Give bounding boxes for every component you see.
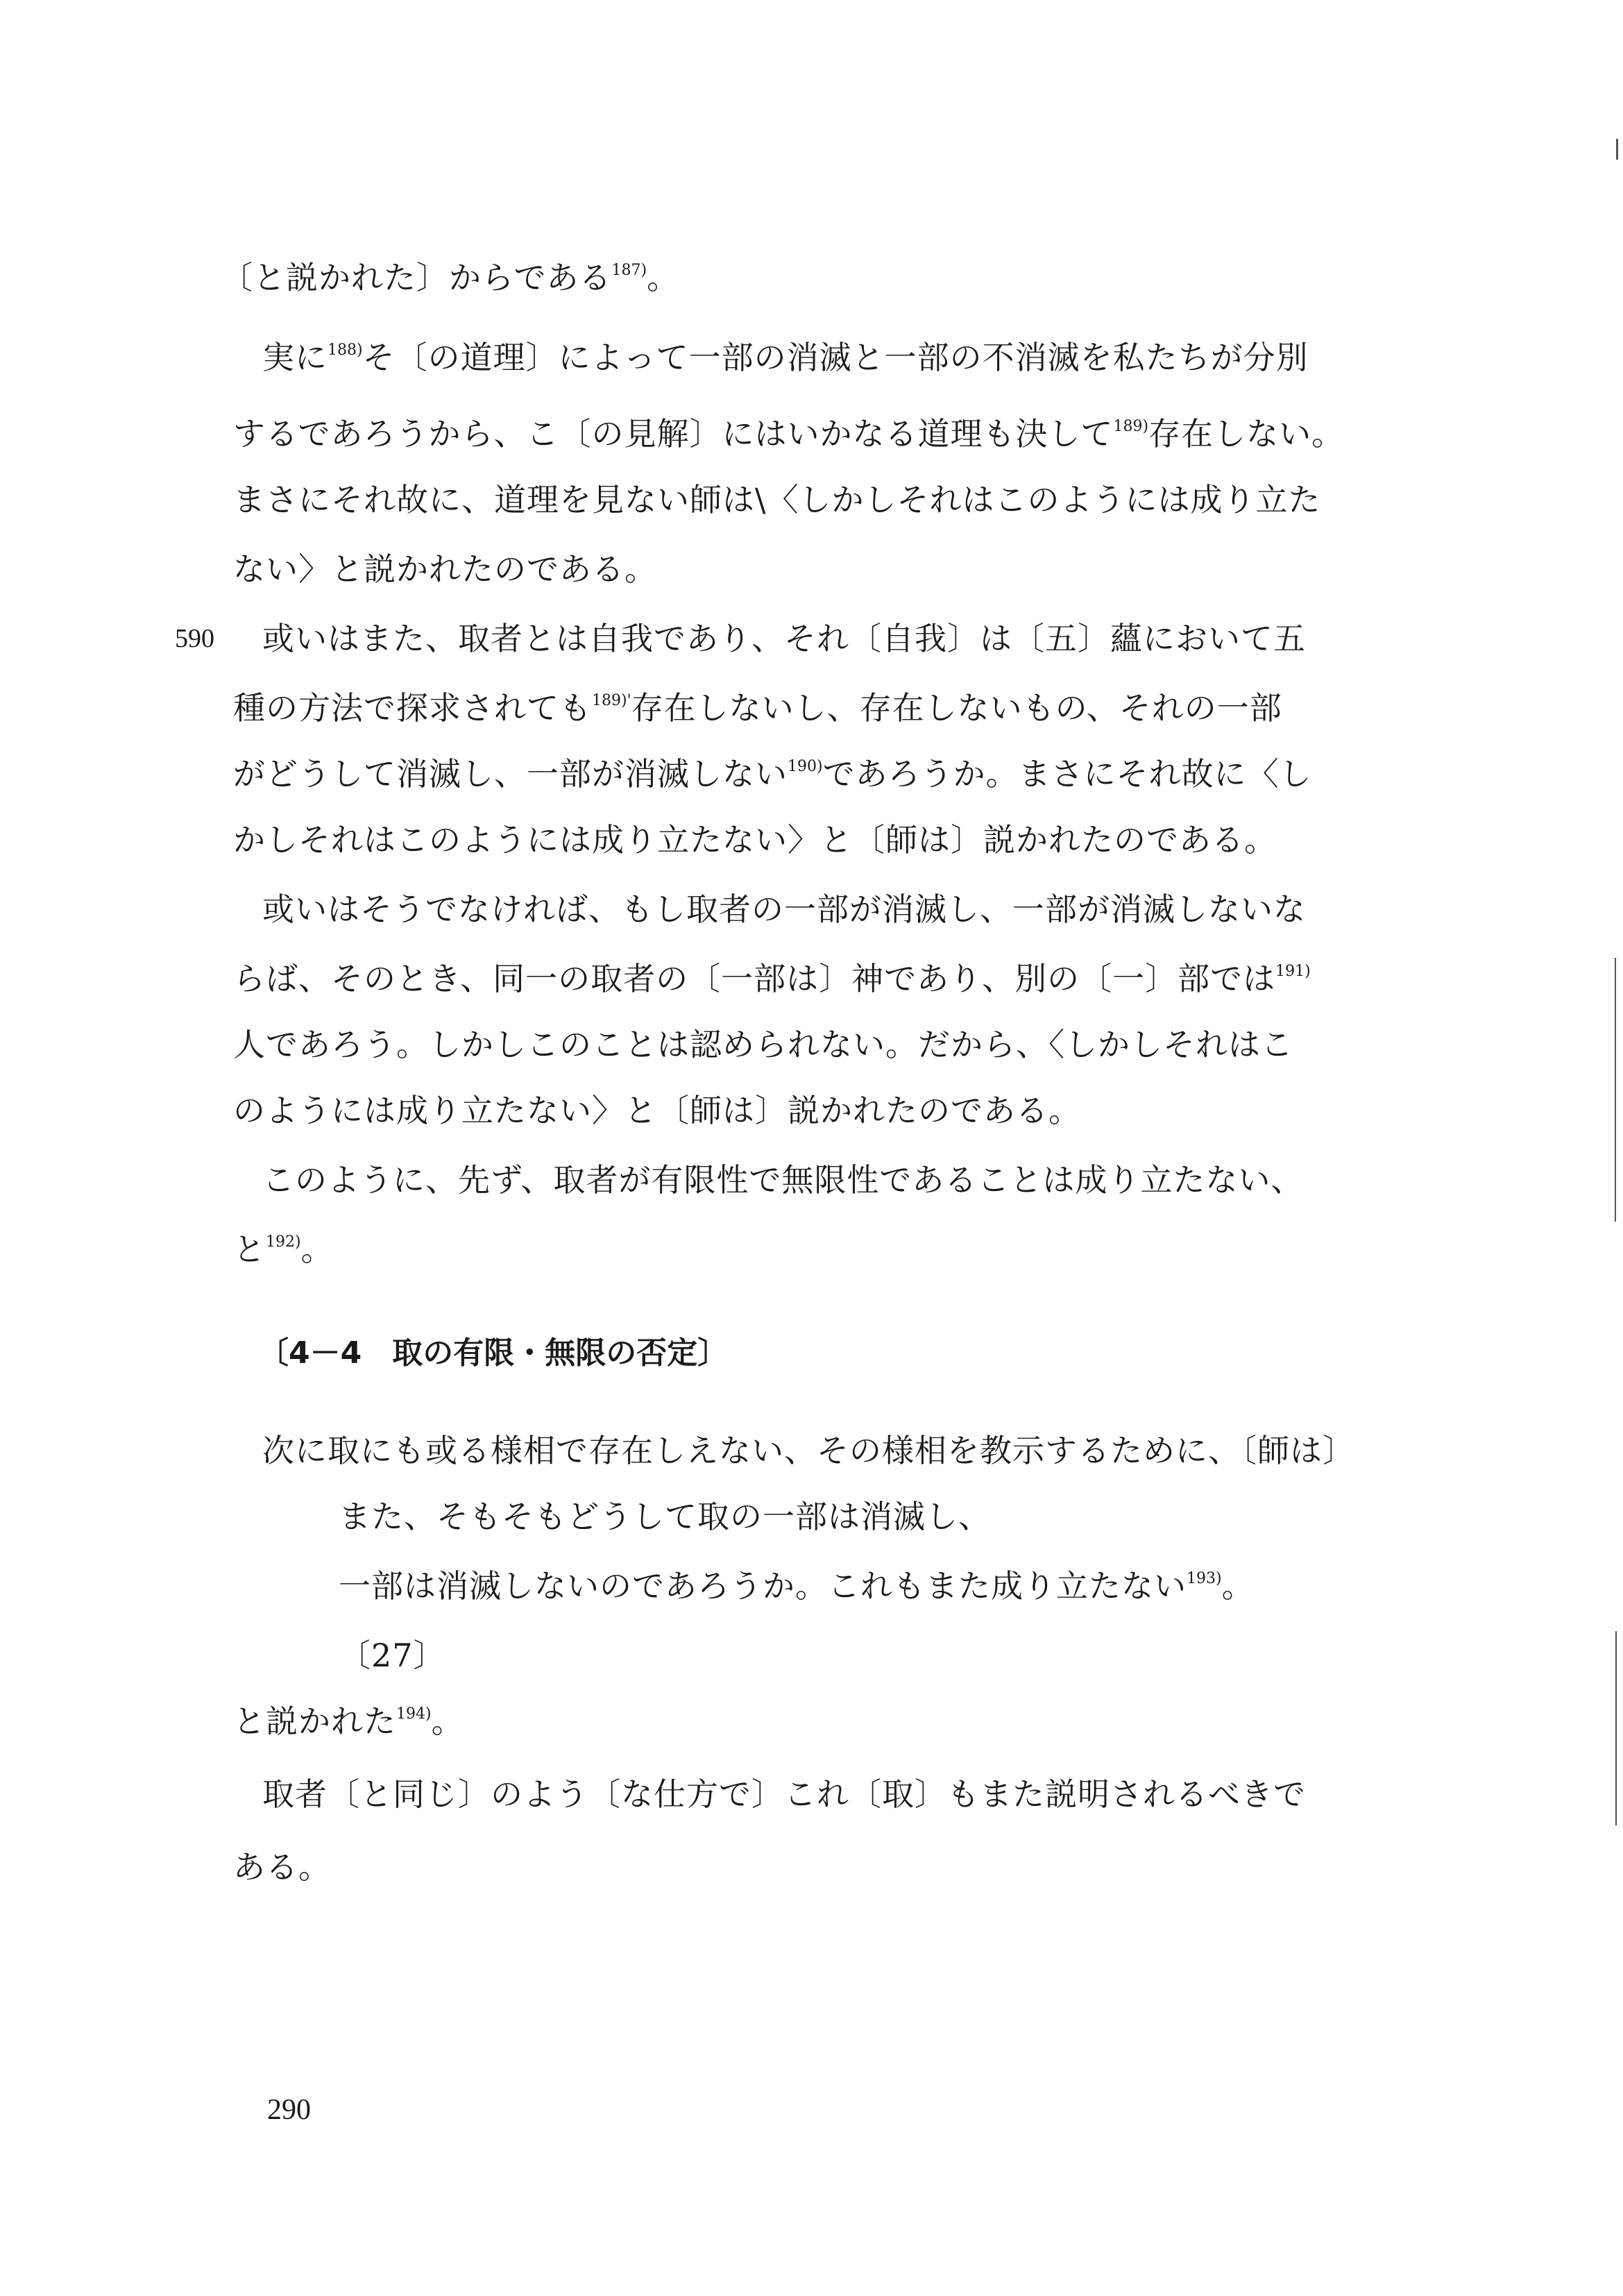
page-number: 290 — [267, 2094, 311, 2126]
footnote-ref: 190) — [788, 758, 823, 775]
text-line: 種の方法で探求されても$^{189)'}$存在しないし、存在しないもの、それの一部 — [233, 689, 1282, 727]
footnote-ref: 187) — [611, 262, 647, 279]
footnote-ref: 192) — [266, 1233, 301, 1251]
text-line: ある。 — [233, 1848, 331, 1886]
scan-edge-mark — [1615, 1631, 1617, 1825]
scan-edge-mark — [1616, 139, 1618, 160]
text-line: このように、先ず、取者が有限性で無限性であることは成り立たない、 — [262, 1161, 1304, 1199]
footnote-ref: 194) — [396, 1705, 432, 1723]
verse-number: 〔27〕 — [339, 1637, 446, 1674]
text-line: 〔と説かれた〕からである$^{187)}$。 — [221, 259, 680, 296]
text-line: がどうして消滅し、一部が消滅しない$^{190)}$であろうか。まさにそれ故に〈し — [233, 755, 1312, 793]
verse-line: 一部は消滅しないのであろうか。これもまた成り立たない$^{193)}$。 — [339, 1567, 1255, 1605]
footnote-ref: 188) — [328, 341, 363, 359]
text-line: 取者〔と同じ〕のよう〔な仕方で〕これ〔取〕もまた説明されるべきで — [262, 1775, 1306, 1813]
text-line: まさにそれ故に、道理を見ない師は\〈しかしそれはこのようには成り立た — [233, 481, 1321, 518]
text-line: 或いはまた、取者とは自我であり、それ〔自我〕は〔五〕蘊において五 — [262, 620, 1306, 657]
text-line: と$^{192)}$。 — [233, 1231, 334, 1268]
text-line: らば、そのとき、同一の取者の〔一部は〕神であり、別の〔一〕部では$^{191)}$ — [233, 960, 1311, 997]
text-line: 或いはそうでなければ、もし取者の一部が消滅し、一部が消滅しないな — [262, 890, 1306, 928]
text-line: のようには成り立たない〉と〔師は〕説かれたのである。 — [233, 1092, 1081, 1129]
footnote-ref: 193) — [1187, 1570, 1222, 1587]
text-line: と説かれた$^{194)}$。 — [233, 1703, 464, 1740]
footnote-ref: 189)' — [592, 692, 631, 709]
text-line: 次に取にも或る様相で存在しえない、その様相を教示するために、〔師は〕 — [262, 1432, 1355, 1469]
footnote-ref: 191) — [1275, 963, 1311, 980]
footnote-ref: 189) — [1113, 418, 1149, 435]
text-line: ない〉と説かれたのである。 — [233, 550, 657, 588]
text-line: するであろうから、こ〔の見解〕にはいかなる道理も決して$^{189)}$存在しない。 — [233, 415, 1345, 453]
margin-line-number: 590 — [175, 624, 214, 653]
verse-line: また、そもそもどうして取の一部は消滅し、 — [339, 1498, 991, 1535]
scan-edge-mark — [1615, 958, 1616, 1222]
section-heading: 〔4－4 取の有限・無限の否定〕 — [258, 1335, 729, 1371]
text-line: 実に$^{188)}$そ〔の道理〕によって一部の消滅と一部の不消滅を私たちが分別 — [262, 339, 1309, 376]
text-line: 人であろう。しかしこのことは認められない。だから、〈しかしそれはこ — [233, 1026, 1293, 1063]
text-line: かしそれはこのようには成り立たない〉と〔師は〕説かれたのである。 — [233, 821, 1277, 859]
